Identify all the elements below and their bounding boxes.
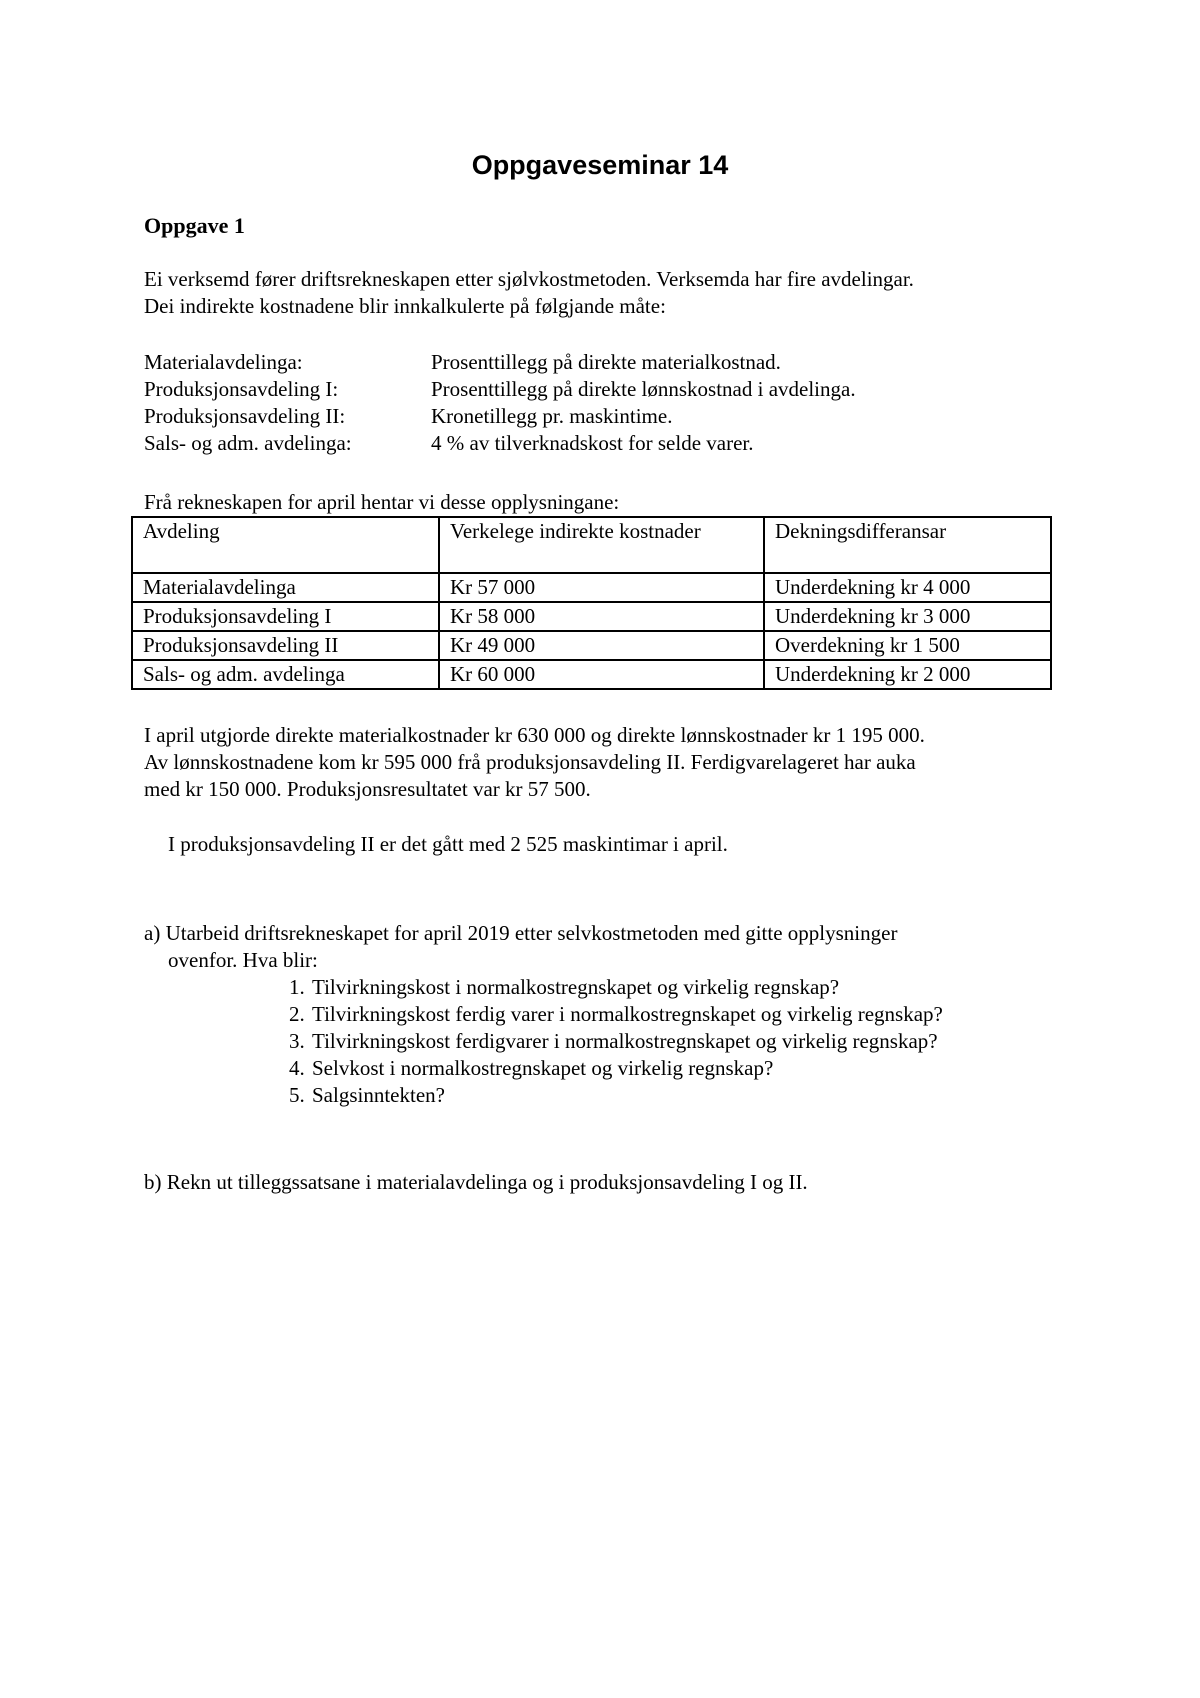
list-item bbox=[289, 1028, 943, 1055]
method-row bbox=[144, 349, 856, 376]
method-department: Sals- og adm. avdelinga: bbox=[144, 431, 352, 455]
table-cell: Materialavdelinga bbox=[132, 573, 439, 602]
list-item-text: Tilvirkningskost ferdigvarer i normalkostregnskapet og virkelig regnskap? bbox=[312, 1029, 938, 1053]
method-description: Prosenttillegg på direkte lønnskostnad i avdelinga. bbox=[431, 377, 856, 401]
table-cell: Produksjonsavdeling I bbox=[132, 602, 439, 631]
method-row bbox=[144, 403, 856, 430]
table-caption bbox=[144, 489, 1064, 516]
table-header-cell: Avdeling bbox=[132, 517, 439, 573]
sub-question-list bbox=[289, 974, 943, 1109]
document-title: Oppgaveseminar 14 bbox=[471, 150, 729, 180]
table-cell: Sals- og adm. avdelinga bbox=[132, 660, 439, 689]
method-description: Kronetillegg pr. maskintime. bbox=[431, 404, 673, 428]
list-item-text: Salgsinntekten? bbox=[312, 1083, 445, 1107]
table-caption-text: Frå rekneskapen for april hentar vi desse opplysningane: bbox=[144, 490, 620, 514]
list-item bbox=[289, 1055, 943, 1082]
question-b bbox=[144, 1169, 1064, 1196]
list-item bbox=[289, 1082, 943, 1109]
table-row bbox=[132, 573, 1051, 602]
table-header-row bbox=[132, 517, 1051, 573]
table-cell: Underdekning kr 2 000 bbox=[764, 660, 1051, 689]
table-cell: Kr 49 000 bbox=[439, 631, 764, 660]
list-item-number: 4. bbox=[289, 1056, 305, 1080]
method-row bbox=[144, 376, 856, 403]
table-header-cell: Verkelege indirekte kostnader bbox=[439, 517, 764, 573]
table-row bbox=[132, 602, 1051, 631]
list-item-number: 2. bbox=[289, 1002, 305, 1026]
list-item-text: Tilvirkningskost ferdig varer i normalkostregnskapet og virkelig regnskap? bbox=[312, 1002, 943, 1026]
list-item-text: Tilvirkningskost i normalkostregnskapet og virkelig regnskap? bbox=[312, 975, 840, 999]
list-item-number: 1. bbox=[289, 975, 305, 999]
machine-hours-line: I produksjonsavdeling II er det gått med 2 525 maskintimar i april. bbox=[168, 832, 728, 856]
info-line: med kr 150 000. Produksjonsresultatet var kr 57 500. bbox=[144, 777, 591, 801]
table-cell: Underdekning kr 3 000 bbox=[764, 602, 1051, 631]
table-cell: Kr 58 000 bbox=[439, 602, 764, 631]
department-cost-table bbox=[131, 516, 1052, 690]
method-description: 4 % av tilverknadskost for selde varer. bbox=[431, 431, 754, 455]
method-department: Produksjonsavdeling I: bbox=[144, 377, 339, 401]
table-cell: Produksjonsavdeling II bbox=[132, 631, 439, 660]
task-heading: Oppgave 1 bbox=[144, 213, 245, 238]
intro-paragraph bbox=[144, 266, 1064, 320]
list-item-number: 3. bbox=[289, 1029, 305, 1053]
method-department: Produksjonsavdeling II: bbox=[144, 404, 346, 428]
method-row bbox=[144, 430, 856, 457]
list-item bbox=[289, 1001, 943, 1028]
machine-hours-paragraph bbox=[168, 831, 1088, 858]
table-row bbox=[132, 660, 1051, 689]
table-cell: Overdekning kr 1 500 bbox=[764, 631, 1051, 660]
table-cell: Underdekning kr 4 000 bbox=[764, 573, 1051, 602]
costing-methods-list bbox=[144, 349, 856, 457]
question-a bbox=[144, 920, 1064, 974]
method-department: Materialavdelinga: bbox=[144, 350, 303, 374]
info-paragraph bbox=[144, 722, 1064, 803]
list-item-text: Selvkost i normalkostregnskapet og virkelig regnskap? bbox=[312, 1056, 774, 1080]
info-line: I april utgjorde direkte materialkostnader kr 630 000 og direkte lønnskostnader kr 1 195 000. bbox=[144, 723, 925, 747]
list-item bbox=[289, 974, 943, 1001]
table-cell: Kr 57 000 bbox=[439, 573, 764, 602]
method-description: Prosenttillegg på direkte materialkostnad. bbox=[431, 350, 781, 374]
question-b-line: b) Rekn ut tilleggssatsane i materialavdelinga og i produksjonsavdeling I og II. bbox=[144, 1170, 808, 1194]
table-header-cell: Dekningsdifferansar bbox=[764, 517, 1051, 573]
intro-line: Dei indirekte kostnadene blir innkalkulerte på følgjande måte: bbox=[144, 294, 666, 318]
info-line: Av lønnskostnadene kom kr 595 000 frå produksjonsavdeling II. Ferdigvarelageret har auka bbox=[144, 750, 916, 774]
question-a-line: ovenfor. Hva blir: bbox=[168, 948, 318, 972]
list-item-number: 5. bbox=[289, 1083, 305, 1107]
question-a-line: a) Utarbeid driftsrekneskapet for april 2019 etter selvkostmetoden med gitte opplysninger bbox=[144, 921, 898, 945]
table-row bbox=[132, 631, 1051, 660]
table-cell: Kr 60 000 bbox=[439, 660, 764, 689]
intro-line: Ei verksemd fører driftsrekneskapen etter sjølvkostmetoden. Verksemda har fire avdelingar. bbox=[144, 267, 914, 291]
